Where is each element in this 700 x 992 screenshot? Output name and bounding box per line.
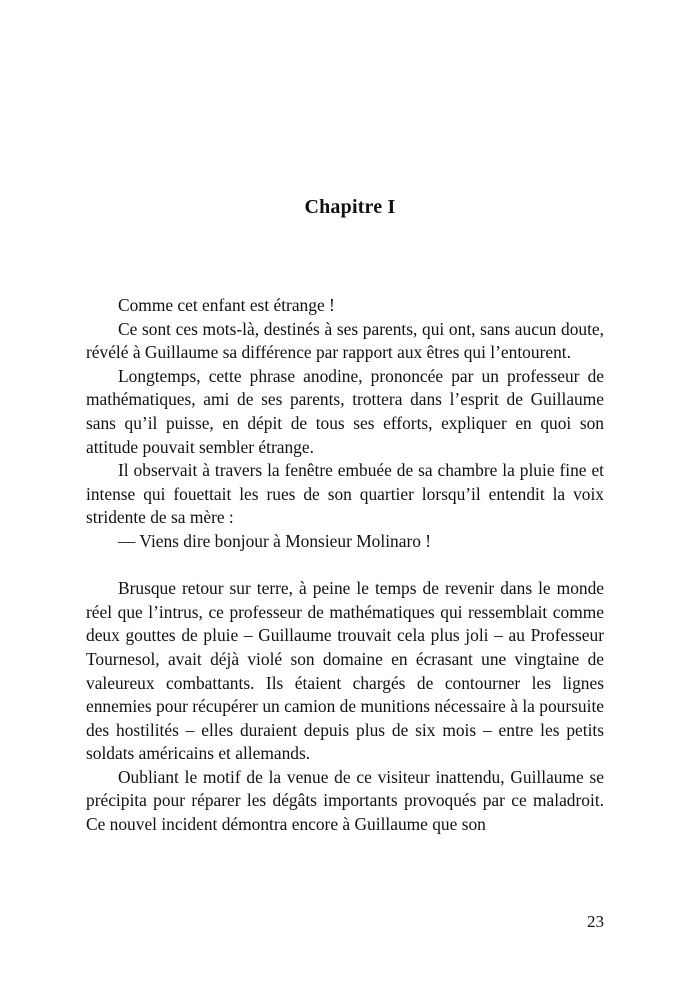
page-number: 23	[587, 912, 604, 931]
paragraph: Il observait à travers la fenêtre embuée de sa chambre la pluie fine et intense qui fouettait les rues de son quartier lorsqu’il entendit la voix stridente de sa mère :	[86, 460, 604, 528]
section-break	[86, 554, 604, 578]
paragraph: Brusque retour sur terre, à peine le temps de revenir dans le monde réel que l’intrus, ce professeur de mathématiques qui ressemblait comme deux gouttes de pluie – Guillaume trouvait cela plus joli – au Professeur Tournesol, avait déjà violé son domaine en écrasant une vingtaine de valeureux combattants. Ils étaient chargés de contourner les lignes ennemies pour récupérer un camion de munitions nécessaire à la poursuite des hostilités – elles duraient depuis plus de six mois – entre les petits soldats américains et allemands.	[86, 578, 604, 764]
paragraph: Ce sont ces mots-là, destinés à ses parents, qui ont, sans aucun doute, révélé à Guillaume sa différence par rapport aux êtres qui l’entourent.	[86, 318, 604, 363]
dialogue-line: — Viens dire bonjour à Monsieur Molinaro !	[118, 530, 432, 551]
text-body	[86, 294, 604, 837]
chapter-title: Chapitre I	[304, 196, 396, 218]
paragraph: Longtemps, cette phrase anodine, prononcée par un professeur de mathématiques, ami de ses parents, trottera dans l’esprit de Guillaume sans qu’il puisse, en dépit de tous ses efforts, expliquer en quoi son attitude pouvait sembler étrange.	[86, 365, 604, 457]
paragraph: Comme cet enfant est étrange !	[118, 295, 335, 315]
paragraph: Oubliant le motif de la venue de ce visiteur inattendu, Guillaume se précipita pour réparer les dégâts importants provoqués par ce maladroit. Ce nouvel incident démontra encore à Guillaume que son	[86, 766, 604, 835]
